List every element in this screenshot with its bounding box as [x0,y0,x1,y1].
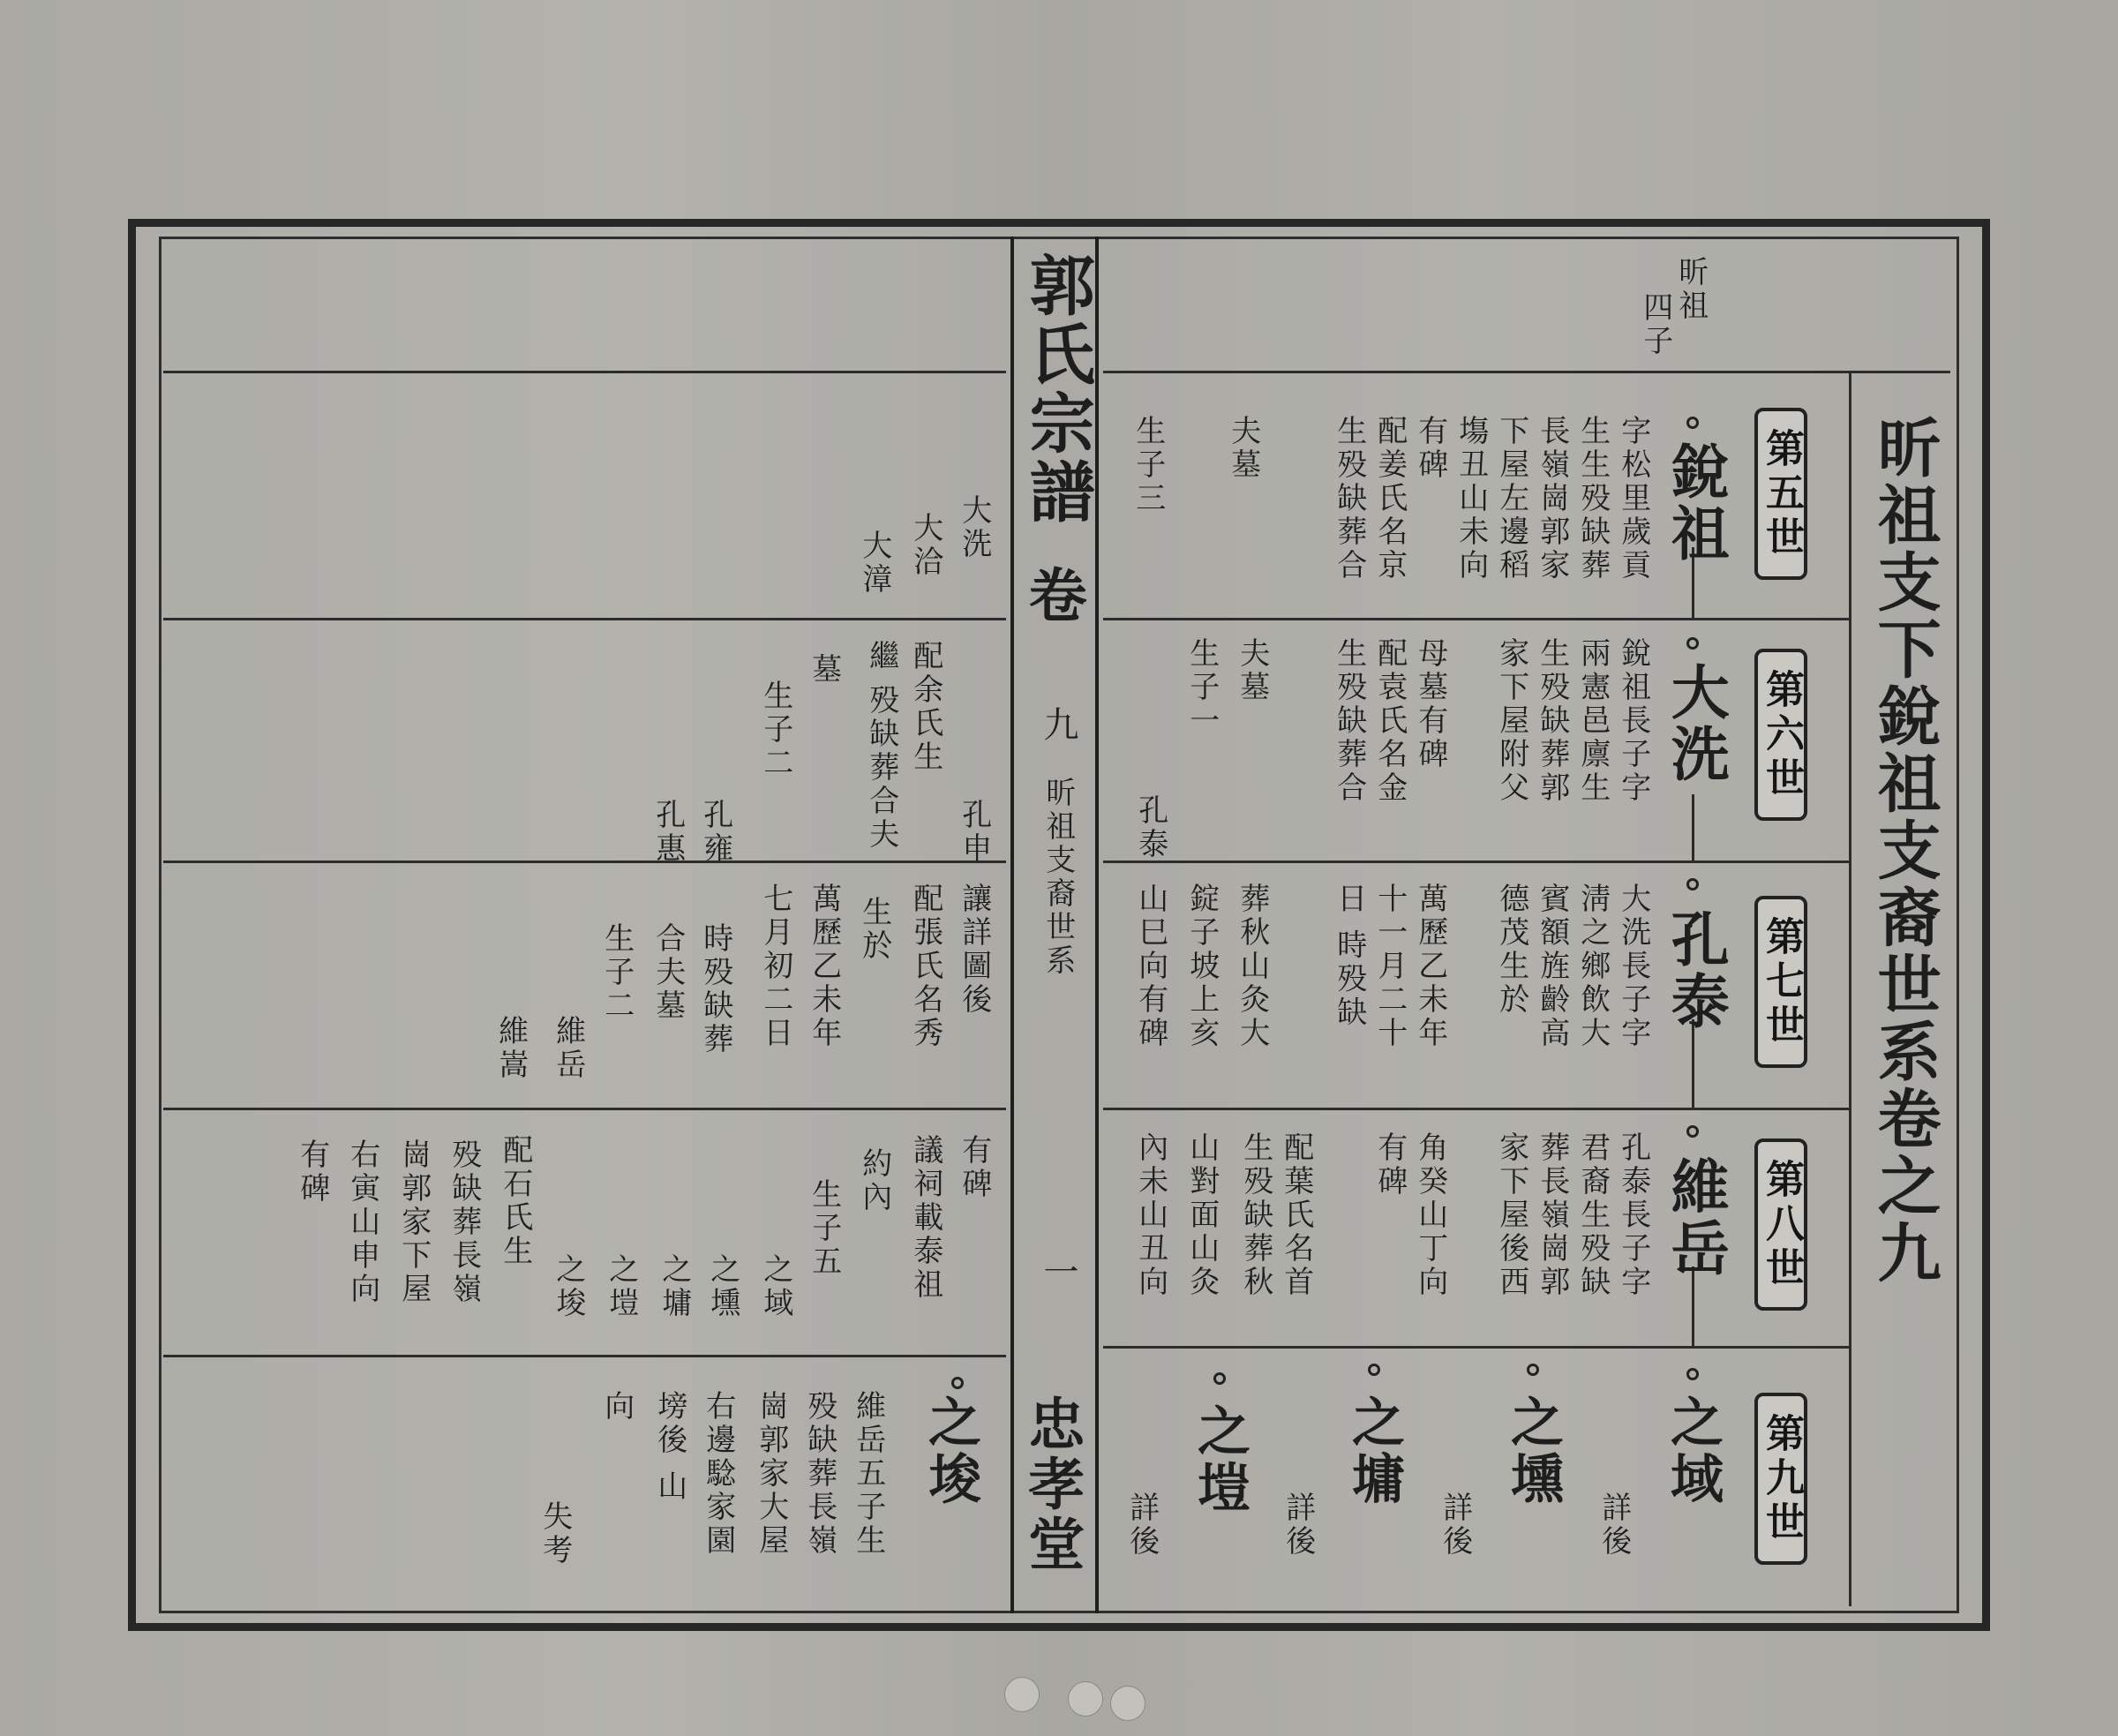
branch-heading: 昕祖支下銳祖支裔世系卷之九 [1866,415,1942,1287]
person-name-zhijun: 之埈 [920,1394,981,1507]
bio-line: 配張氏名秀 [907,883,943,1050]
lineage-stem [1692,1019,1694,1108]
bio-line: 家下屋附父 [1493,637,1529,805]
person-name-zhikai: 之塏 [1189,1403,1251,1516]
binding-stitch [1004,1677,1040,1712]
hall-name: 忠孝堂 [1018,1394,1085,1574]
bio-line: 母墓有碑 [1412,637,1448,771]
unknown-note: 失考 [537,1500,573,1567]
bio-line: 生子三 [1130,415,1166,515]
generation-label: 第九世 [1754,1393,1807,1565]
bio-line: 約內 [856,1147,892,1214]
section-title: 昕祖支裔世系 [1040,777,1076,978]
see-later-note: 詳後 [1437,1492,1473,1559]
top-note-col1: 昕祖 [1672,256,1709,323]
bio-line: 大洗長子字 [1615,883,1651,1050]
bio-line: 崗郭家大屋 [753,1390,789,1558]
person-name-weiyue: 維岳 [1661,1156,1731,1280]
generation-label: 第五世 [1754,408,1807,580]
bio-line: 德茂生於 [1493,883,1529,1017]
bio-line: 葬秋山灸大 [1234,883,1270,1050]
bio-line: 生子二 [598,922,635,1023]
bio-line: 維岳五子生 [850,1390,886,1558]
lineage-stem [1692,794,1694,860]
lineage-node [951,1377,964,1389]
bio-line: 生生殁缺葬 [1574,415,1611,582]
row-divider [1103,618,1849,620]
bio-line: 讓詳圖後 [956,883,992,1017]
lineage-node [1686,1368,1699,1380]
see-later-note: 詳後 [1123,1492,1160,1559]
row-divider [163,618,1006,620]
bio-line: 配姜氏名京 [1371,415,1408,582]
bio-line: 配余氏生 [907,640,943,774]
generation-label: 第八世 [1754,1139,1807,1311]
heir-name: 之塏 [603,1253,639,1320]
volume-number: 九 [1038,706,1078,745]
bio-line: 兩憲邑廪生 [1574,637,1611,805]
bio-line: 夫墓 [1234,637,1270,704]
bio-line: 錠子坡上亥 [1183,883,1220,1050]
row-divider [1103,371,1950,373]
bio-line: 生殁缺葬秋 [1237,1131,1273,1299]
bio-line: 葬長嶺崗郭 [1534,1131,1570,1299]
bio-line: 家下屋後西 [1493,1131,1529,1299]
row-divider [163,860,1006,863]
page-number: 一 [1038,1253,1078,1292]
bio-line: 長嶺崗郭家 [1534,415,1570,582]
bio-line: 繼 [863,640,899,673]
bio-line: 生殁缺葬合 [1331,415,1367,582]
top-note-col2: 四子 [1637,291,1673,358]
volume-label: 卷 [1018,565,1088,627]
son-name: 大洗 [956,494,992,561]
child-name: 維嵩 [492,1015,529,1082]
bio-line: 孔泰長子字 [1615,1131,1651,1299]
bio-line: 七月初二日 [757,883,793,1050]
generation-label: 第六世 [1754,649,1807,821]
son-name: 大洽 [907,512,943,579]
person-name-zhiyu: 之域 [1662,1394,1724,1507]
person-name-kongtai: 孔泰 [1661,909,1731,1033]
child-name: 孔申 [956,799,992,866]
bio-line: 合夫墓 [650,922,686,1023]
see-later-note: 詳後 [1596,1492,1632,1559]
bio-line: 字松里歲貢 [1615,415,1651,582]
bio-line: 塲丑山未向 [1453,415,1489,582]
generation-label: 第七世 [1754,896,1807,1068]
child-name: 孔惠 [650,799,686,866]
bio-line: 山巳向有碑 [1132,883,1168,1050]
bio-line: 配袁氏名金 [1371,637,1408,805]
bio-line: 塝後 山 [651,1390,687,1504]
person-name-zhiyong: 之墉 [1343,1394,1405,1507]
bio-line: 右寅山申向 [344,1139,380,1306]
person-name-ruizu: 銳祖 [1661,441,1731,565]
row-divider [1103,1108,1849,1110]
lineage-node [1686,878,1699,891]
binding-stitch [1068,1681,1103,1717]
bio-line: 銳祖長子字 [1615,637,1651,805]
bio-line: 右邊騐家園 [700,1390,736,1558]
binding-stitch [1110,1686,1145,1721]
bio-line: 有碑 [1412,415,1448,482]
heir-name: 之埈 [550,1253,586,1320]
row-divider [163,1355,1006,1357]
bio-line: 生子二 [757,680,793,780]
bio-line: 夫墓 [1225,415,1261,482]
bio-line: 生殁缺葬郭 [1534,637,1570,805]
bio-line: 配石氏生 [497,1134,533,1268]
bio-line: 殁缺葬長嶺 [446,1139,482,1306]
lineage-node [1368,1364,1380,1376]
bio-line: 殁缺葬合夫 [863,684,899,852]
lineage-node [1527,1364,1539,1376]
heir-name: 之壎 [704,1253,740,1320]
lineage-node [1686,417,1699,429]
bio-line: 生子五 [806,1178,842,1279]
bio-line: 時殁缺葬 [697,922,733,1056]
lineage-node [1686,637,1699,650]
bio-line: 角癸山丁向 [1412,1131,1448,1299]
bio-line: 君裔生殁缺 [1574,1131,1611,1299]
bio-line: 有碑 [956,1134,992,1201]
lineage-node [1213,1372,1226,1385]
bio-line: 生殁缺葬合 [1331,637,1367,805]
bio-line: 有碑 [294,1139,330,1206]
row-divider [1103,860,1849,863]
bio-line: 日 時殁缺 [1331,883,1367,1030]
bio-line: 淸之鄉飲大 [1574,883,1611,1050]
row-divider [163,1108,1006,1110]
bio-line: 向 [598,1390,635,1424]
child-name: 孔泰 [1132,794,1168,861]
row-divider [163,371,1006,373]
bio-line: 生於 [856,896,892,963]
row-divider [1103,1346,1849,1349]
bio-line: 山對面山灸 [1183,1131,1220,1299]
bio-line: 內未山丑向 [1132,1131,1168,1299]
person-name-daxi: 大洗 [1661,662,1731,785]
heir-name: 之域 [757,1253,793,1320]
child-name: 孔雍 [697,799,733,866]
bio-line: 崗郭家下屋 [395,1139,432,1306]
bio-line: 萬歷乙未年 [1412,883,1448,1050]
bio-line: 殁缺葬長嶺 [801,1390,837,1558]
heir-name: 之墉 [656,1253,692,1320]
lineage-node [1686,1125,1699,1138]
bio-line: 配葉氏名首 [1278,1131,1314,1299]
bio-line: 墓 [806,653,842,687]
bio-line: 下屋左邊稻 [1493,415,1529,582]
genealogy-title: 郭氏宗譜 [1018,252,1095,527]
bio-line: 議祠載泰祖 [907,1134,943,1302]
bio-line: 十一月二十 [1371,883,1408,1050]
bio-line: 萬歷乙未年 [806,883,842,1050]
son-name: 大漳 [856,530,892,597]
heading-column-divider [1849,371,1851,1606]
bio-line: 有碑 [1371,1131,1408,1199]
child-name: 維岳 [550,1015,586,1082]
bio-line: 賓額旌齡高 [1534,883,1570,1050]
see-later-note: 詳後 [1280,1492,1316,1559]
person-name-zhixun: 之壎 [1502,1394,1564,1507]
bio-line: 生子一 [1183,637,1220,738]
